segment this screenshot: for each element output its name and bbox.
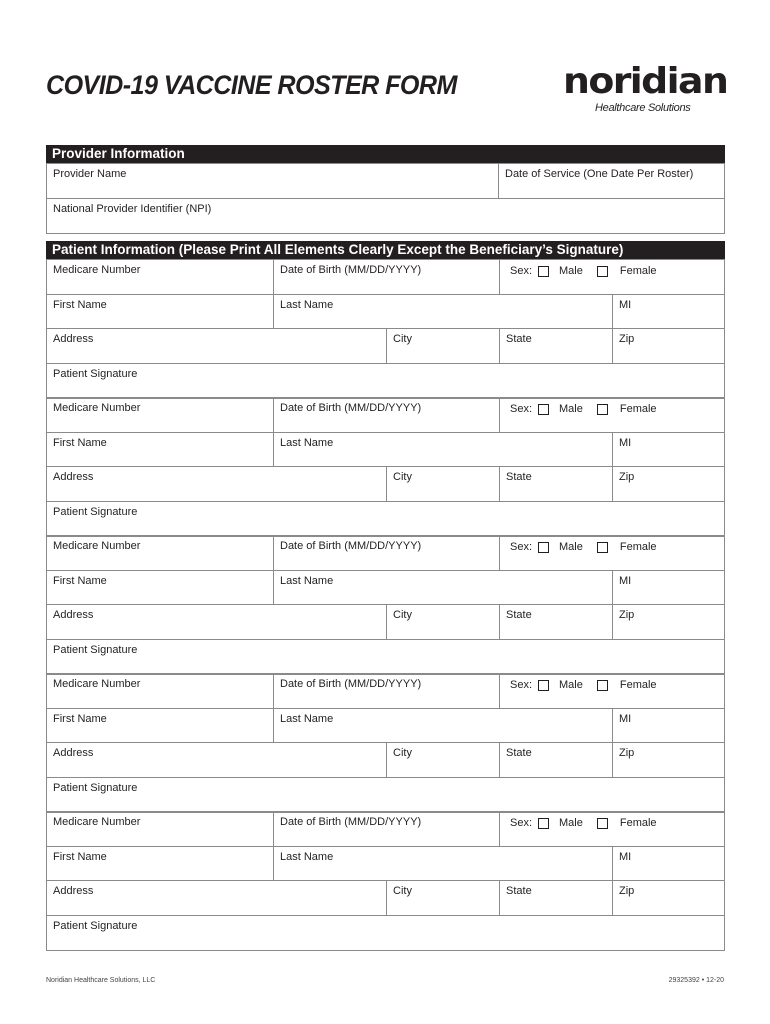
female-checkbox[interactable] — [597, 680, 608, 691]
patient-block — [46, 811, 725, 951]
sex-options — [510, 817, 657, 829]
date-of-birth-field[interactable] — [273, 674, 499, 708]
patient-row-signature — [47, 778, 724, 812]
address-field[interactable] — [47, 467, 386, 501]
zip-label: Zip — [619, 747, 635, 759]
first-name-label: First Name — [53, 437, 107, 449]
date-of-birth-field[interactable] — [273, 260, 499, 294]
sex-label: Sex: — [510, 403, 533, 415]
male-checkbox[interactable] — [538, 404, 549, 415]
patient-row-ids — [47, 674, 724, 709]
provider-row-1 — [47, 164, 724, 199]
logo-wordmark: noridian — [563, 61, 728, 102]
patient-signature-field[interactable] — [47, 364, 724, 398]
patient-row-signature — [47, 364, 724, 398]
mi-field[interactable] — [612, 847, 724, 880]
zip-field[interactable] — [612, 743, 724, 777]
date-of-birth-field[interactable] — [273, 398, 499, 432]
state-field[interactable] — [499, 329, 612, 363]
zip-field[interactable] — [612, 881, 724, 915]
footer-form-code: 29325392 • 12-20 — [668, 977, 724, 984]
patient-signature-label: Patient Signature — [53, 644, 138, 656]
provider-name-label: Provider Name — [53, 168, 127, 180]
last-name-field[interactable] — [273, 295, 612, 328]
provider-section-heading: Provider Information — [46, 145, 725, 163]
patient-signature-label: Patient Signature — [53, 920, 138, 932]
patient-signature-field[interactable] — [47, 640, 724, 674]
npi-field[interactable] — [47, 199, 724, 233]
sex-label: Sex: — [510, 265, 533, 277]
male-checkbox[interactable] — [538, 266, 549, 277]
sex-field — [499, 260, 724, 294]
sex-options — [510, 265, 657, 277]
last-name-field[interactable] — [273, 571, 612, 604]
address-label: Address — [53, 885, 94, 897]
first-name-label: First Name — [53, 713, 107, 725]
first-name-label: First Name — [53, 299, 107, 311]
mi-label: MI — [619, 575, 632, 587]
mi-label: MI — [619, 851, 632, 863]
patient-block — [46, 397, 725, 537]
sex-field — [499, 674, 724, 708]
state-label: State — [506, 885, 532, 897]
last-name-field[interactable] — [273, 847, 612, 880]
female-label: Female — [619, 265, 657, 277]
state-label: State — [506, 609, 532, 621]
city-field[interactable] — [386, 605, 499, 639]
npi-label: National Provider Identifier (NPI) — [53, 203, 212, 215]
patient-section-heading: Patient Information (Please Print All Elements Clearly Except the Beneficiary’s Signature) — [46, 241, 725, 259]
patient-signature-label: Patient Signature — [53, 782, 138, 794]
patient-row-ids — [47, 260, 724, 295]
female-label: Female — [619, 403, 657, 415]
patient-row-address — [47, 329, 724, 364]
state-label: State — [506, 471, 532, 483]
medicare-number-field[interactable] — [47, 674, 273, 708]
patient-row-ids — [47, 536, 724, 571]
mi-field[interactable] — [612, 295, 724, 328]
address-field[interactable] — [47, 329, 386, 363]
male-label: Male — [559, 265, 583, 277]
date-of-birth-label: Date of Birth (MM/DD/YYYY) — [280, 540, 422, 552]
first-name-field[interactable] — [47, 433, 273, 466]
patient-row-signature — [47, 502, 724, 536]
medicare-number-label: Medicare Number — [53, 402, 141, 414]
male-checkbox[interactable] — [538, 542, 549, 553]
address-label: Address — [53, 747, 94, 759]
mi-label: MI — [619, 299, 632, 311]
city-label: City — [393, 471, 412, 483]
first-name-field[interactable] — [47, 709, 273, 742]
mi-label: MI — [619, 437, 632, 449]
female-checkbox[interactable] — [597, 266, 608, 277]
date-of-birth-field[interactable] — [273, 812, 499, 846]
date-of-birth-label: Date of Birth (MM/DD/YYYY) — [280, 816, 422, 828]
first-name-label: First Name — [53, 851, 107, 863]
patient-row-address — [47, 743, 724, 778]
address-field[interactable] — [47, 605, 386, 639]
first-name-field[interactable] — [47, 295, 273, 328]
city-label: City — [393, 885, 412, 897]
female-label: Female — [619, 541, 657, 553]
zip-label: Zip — [619, 333, 635, 345]
sex-label: Sex: — [510, 817, 533, 829]
male-checkbox[interactable] — [538, 818, 549, 829]
male-label: Male — [559, 541, 583, 553]
patient-row-signature — [47, 916, 724, 950]
address-field[interactable] — [47, 881, 386, 915]
zip-label: Zip — [619, 609, 635, 621]
medicare-number-label: Medicare Number — [53, 678, 141, 690]
patient-row-address — [47, 467, 724, 502]
medicare-number-field[interactable] — [47, 812, 273, 846]
zip-field[interactable] — [612, 329, 724, 363]
sex-label: Sex: — [510, 679, 533, 691]
medicare-number-field[interactable] — [47, 260, 273, 294]
mi-label: MI — [619, 713, 632, 725]
city-label: City — [393, 747, 412, 759]
zip-field[interactable] — [612, 467, 724, 501]
patient-row-name — [47, 709, 724, 743]
patient-block — [46, 673, 725, 813]
provider-row-2 — [47, 199, 724, 233]
female-checkbox[interactable] — [597, 542, 608, 553]
medicare-number-label: Medicare Number — [53, 264, 141, 276]
date-of-birth-label: Date of Birth (MM/DD/YYYY) — [280, 678, 422, 690]
date-of-service-label: Date of Service (One Date Per Roster) — [505, 168, 694, 180]
patient-row-signature — [47, 640, 724, 674]
last-name-field[interactable] — [273, 433, 612, 466]
male-label: Male — [559, 679, 583, 691]
patient-signature-field[interactable] — [47, 916, 724, 950]
sex-options — [510, 679, 657, 691]
first-name-field[interactable] — [47, 847, 273, 880]
last-name-label: Last Name — [280, 851, 334, 863]
city-field[interactable] — [386, 329, 499, 363]
female-checkbox[interactable] — [597, 404, 608, 415]
first-name-field[interactable] — [47, 571, 273, 604]
zip-label: Zip — [619, 471, 635, 483]
patient-row-name — [47, 295, 724, 329]
male-label: Male — [559, 817, 583, 829]
last-name-label: Last Name — [280, 575, 334, 587]
medicare-number-field[interactable] — [47, 398, 273, 432]
medicare-number-field[interactable] — [47, 536, 273, 570]
sex-options — [510, 541, 657, 553]
male-checkbox[interactable] — [538, 680, 549, 691]
last-name-label: Last Name — [280, 299, 334, 311]
patient-row-name — [47, 433, 724, 467]
date-of-birth-field[interactable] — [273, 536, 499, 570]
patient-row-name — [47, 847, 724, 881]
patient-row-address — [47, 881, 724, 916]
mi-field[interactable] — [612, 709, 724, 742]
sex-options — [510, 403, 657, 415]
patient-block — [46, 535, 725, 675]
state-label: State — [506, 333, 532, 345]
last-name-label: Last Name — [280, 713, 334, 725]
address-label: Address — [53, 609, 94, 621]
state-field[interactable] — [499, 881, 612, 915]
provider-name-field[interactable] — [47, 164, 498, 198]
form-title: COVID-19 VACCINE ROSTER FORM — [46, 70, 457, 100]
patient-signature-label: Patient Signature — [53, 506, 138, 518]
patient-signature-field[interactable] — [47, 778, 724, 812]
state-field[interactable] — [499, 743, 612, 777]
patient-block — [46, 259, 725, 399]
patient-row-ids — [47, 812, 724, 847]
sex-label: Sex: — [510, 541, 533, 553]
mi-field[interactable] — [612, 433, 724, 466]
provider-info-box — [46, 163, 725, 234]
date-of-service-field[interactable] — [498, 164, 724, 198]
sex-field — [499, 398, 724, 432]
date-of-birth-label: Date of Birth (MM/DD/YYYY) — [280, 402, 422, 414]
city-label: City — [393, 609, 412, 621]
sex-field — [499, 812, 724, 846]
noridian-logo — [563, 61, 728, 116]
address-label: Address — [53, 333, 94, 345]
zip-field[interactable] — [612, 605, 724, 639]
footer-company: Noridian Healthcare Solutions, LLC — [46, 977, 156, 984]
patient-signature-field[interactable] — [47, 502, 724, 536]
last-name-field[interactable] — [273, 709, 612, 742]
sex-field — [499, 536, 724, 570]
city-label: City — [393, 333, 412, 345]
address-label: Address — [53, 471, 94, 483]
date-of-birth-label: Date of Birth (MM/DD/YYYY) — [280, 264, 422, 276]
patient-signature-label: Patient Signature — [53, 368, 138, 380]
female-checkbox[interactable] — [597, 818, 608, 829]
mi-field[interactable] — [612, 571, 724, 604]
address-field[interactable] — [47, 743, 386, 777]
state-field[interactable] — [499, 605, 612, 639]
last-name-label: Last Name — [280, 437, 334, 449]
state-label: State — [506, 747, 532, 759]
male-label: Male — [559, 403, 583, 415]
medicare-number-label: Medicare Number — [53, 816, 141, 828]
state-field[interactable] — [499, 467, 612, 501]
patient-row-ids — [47, 398, 724, 433]
city-field[interactable] — [386, 467, 499, 501]
patient-row-address — [47, 605, 724, 640]
female-label: Female — [619, 817, 657, 829]
city-field[interactable] — [386, 881, 499, 915]
medicare-number-label: Medicare Number — [53, 540, 141, 552]
patient-row-name — [47, 571, 724, 605]
female-label: Female — [619, 679, 657, 691]
city-field[interactable] — [386, 743, 499, 777]
logo-subtitle: Healthcare Solutions — [595, 102, 691, 114]
first-name-label: First Name — [53, 575, 107, 587]
zip-label: Zip — [619, 885, 635, 897]
